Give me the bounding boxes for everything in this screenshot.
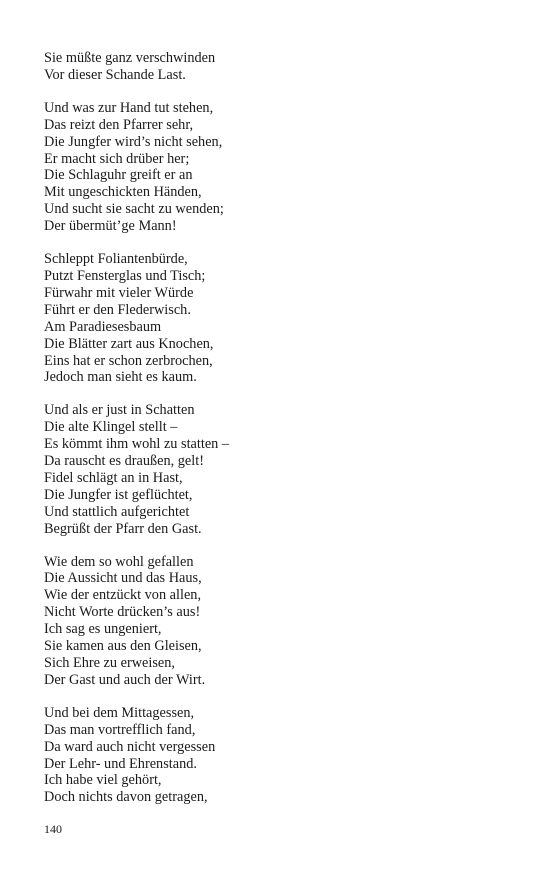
stanza-1	[44, 50, 504, 84]
poem-line: Eins hat er schon zerbrochen,	[44, 352, 213, 369]
poem-line: Schleppt Foliantenbürde,	[44, 251, 188, 268]
stanza-3	[44, 251, 504, 386]
poem-line: Und bei dem Mittagessen,	[44, 704, 195, 721]
stanza-6	[44, 705, 504, 806]
poem-line: Die Schlaguhr greift er an	[44, 167, 193, 184]
poem-line: Nicht Worte drücken’s aus!	[44, 604, 201, 621]
poem-line: Führt er den Flederwisch.	[44, 301, 191, 318]
poem-line: Die Blätter zart aus Knochen,	[44, 335, 214, 352]
poem-line: Da ward auch nicht vergessen	[44, 738, 216, 755]
poem-line: Ich habe viel gehört,	[44, 772, 162, 789]
poem-line: Und stattlich aufgerichtet	[44, 503, 190, 520]
poem-line: Er macht sich drüber her;	[44, 150, 190, 167]
poem-line: Die alte Klingel stellt –	[44, 419, 178, 436]
poem-line: Jedoch man sieht es kaum.	[44, 369, 197, 386]
poem-line: Und sucht sie sacht zu wenden;	[44, 201, 224, 218]
poem-line: Der Gast und auch der Wirt.	[44, 671, 206, 688]
poem-line: Am Paradiesesbaum	[44, 318, 162, 335]
poem-line: Mit ungeschickten Händen,	[44, 184, 202, 201]
poem-line: Das man vortrefflich fand,	[44, 721, 196, 738]
page-number: 140	[44, 822, 62, 836]
poem-line: Fidel schlägt an in Hast,	[44, 469, 183, 486]
poem-line: Wie dem so wohl gefallen	[44, 553, 194, 570]
poem-line: Die Aussicht und das Haus,	[44, 570, 202, 587]
poem-line: Die Jungfer ist geflüchtet,	[44, 486, 193, 503]
poem-line: Doch nichts davon getragen,	[44, 789, 208, 806]
poem-line: Begrüßt der Pfarr den Gast.	[44, 520, 202, 537]
poem-line: Vor dieser Schande Last.	[44, 66, 186, 83]
poem-line: Fürwahr mit vieler Würde	[44, 284, 194, 301]
poem-line: Da rauscht es draußen, gelt!	[44, 453, 204, 470]
poem-line: Der übermüt’ge Mann!	[44, 218, 177, 235]
poem-line: Das reizt den Pfarrer sehr,	[44, 116, 194, 133]
poem-line: Ich sag es ungeniert,	[44, 621, 162, 638]
poem-line: Die Jungfer wird’s nicht sehen,	[44, 133, 223, 150]
poem-line: Sie müßte ganz verschwinden	[44, 50, 216, 66]
poem-line: Putzt Fensterglas und Tisch;	[44, 267, 206, 284]
poem-line: Sich Ehre zu erweisen,	[44, 655, 176, 671]
stanza-2	[44, 100, 504, 235]
poem-body	[44, 50, 504, 822]
poem-line: Der Lehr- und Ehrenstand.	[44, 755, 197, 772]
poem-line: Wie der entzückt von allen,	[44, 587, 202, 604]
poem-line: Es kömmt ihm wohl zu statten –	[44, 436, 230, 453]
poem-line: Und was zur Hand tut stehen,	[44, 99, 214, 116]
stanza-5	[44, 554, 504, 689]
poem-line: Sie kamen aus den Gleisen,	[44, 638, 202, 655]
poem-line: Und als er just in Schatten	[44, 402, 195, 419]
stanza-4	[44, 402, 504, 537]
